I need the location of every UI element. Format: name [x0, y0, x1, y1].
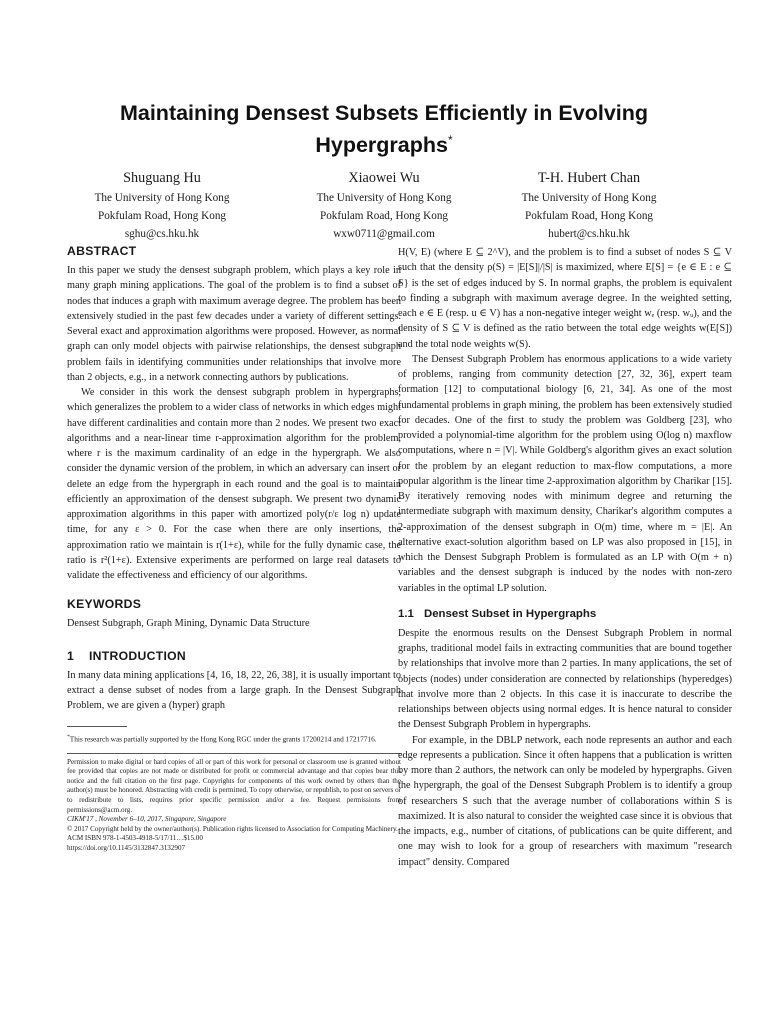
- doi-link[interactable]: https://doi.org/10.1145/3132847.3132907: [67, 844, 186, 853]
- section-title: INTRODUCTION: [89, 648, 187, 663]
- author-affiliation: The University of Hong Kong: [94, 192, 230, 204]
- introduction-paragraph-2: H(V, E) (where E ⊆ 2^V), and the problem is to find a subset of nodes S ⊆ V such that the density ρ(S) = |E[S]|/|S| is maximized, where E[S] = {e ∈ E : e ⊆ S} is the set of edges induced by S. In normal graphs, the problem is equivalent to finding a subgraph with maximum average degree. In the weighted setting, each e ∈ E (resp. u ∈ V) has a non-negative integer weight wₑ (resp. wᵤ), and the density of S ⊆ V is defined as the ratio between the total edge weights w(E[S]) and the total node weights w(S).: [398, 247, 732, 350]
- isbn-line: ACM ISBN 978-1-4503-4918-5/17/11…$15.00: [67, 834, 203, 843]
- subsection-number: 1.1: [398, 607, 414, 620]
- author-block-2: [289, 168, 479, 243]
- introduction-paragraph-3: The Densest Subgraph Problem has enormous applications to a wide variety of problems, ranging from community detection [27, 32, 36], expert team formation [12] to computational biology [6, 21, 34]. As one of the most fundamental problems in graph mining, the problem has been extensively studied for decades. One of the first to study the problem was Goldberg [23], who provided a polynomial-time algorithm for the problem using O(log n) maxflow computations, where n = |V|. While Goldberg's algorithm gives an exact solution for the problem by an elegant reduction to max-flow computations, a more popular algorithm is the linear time 2-approximation algorithm by Charikar [15]. By iteratively removing nodes with minimum degree and returning the intermediate subgraph with maximum density, Charikar's algorithm computes a 2-approximation of the densest subgraph in O(m) time, where m = |E|. An alternative exact-solution algorithm based on LP was also proposed in [15], in which the Densest Subgraph Problem is formulated as an LP with O(m + n) variables and the densest subgraph is induced by the nodes with non-zero variables in the optimal LP solution.: [398, 353, 732, 594]
- abstract-paragraph-2: We consider in this work the densest subgraph problem in hypergraphs, which generalizes the problem to a wider class of networks in which edges might have different cardinalities and contain more than 2 nodes. We present two exact algorithms and a near-linear time r-approximation algorithm for the problem, where r is the maximum cardinality of an edge in the hypergraph. We also consider the dynamic version of the problem, in which an adversary can insert or delete an edge from the hypergraph in each round and the goal is to maintain efficiently an approximation of the densest subgraph. We present two dynamic approximation algorithms in this paper with amortized poly(r/ε log n) update time, for any ε > 0. For the case when there are only insertions, the approximation ratio we maintain is r(1+ε), while for the fully dynamic case, the ratio is r²(1+ε). Extensive experiments are performed on large real datasets to validate the effectiveness and efficiency of our algorithms.: [67, 387, 401, 581]
- author-email: hubert@cs.hku.hk: [548, 228, 630, 240]
- abstract-paragraph-1: In this paper we study the densest subgraph problem, which plays a key role in many graph mining applications. The goal of the problem is to find a subset of nodes that induces a graph with maximum average degree. The problem has been extensively studied in the past few decades under a variety of different settings. Several exact and approximation algorithms were proposed. However, as normal graph can only model objects with pairwise relationships, the densest subgraph problem fails in identifying communities under relationships that involve more than 2 objects, e.g., in a network connecting authors by publications.: [67, 265, 401, 383]
- subsection-paragraph-2: For example, in the DBLP network, each node represents an author and each edge represents a publication. Since it often happens that a publication is written by more than 2 authors, the network can only be modeled by hypergraphs. Given the hypergraph, the goal of the Densest Subgraph Problem is to identify a group of researchers S such that the average number of collaborations within S is maximized. It is also natural to consider the weighted case since it is obvious that the impacts, e.g., number of citations, of publications can be quite different, and one may wish to look for a group of researchers with maximum "research impact" density. Compared: [398, 734, 732, 868]
- author-affiliation: The University of Hong Kong: [316, 192, 452, 204]
- author-name: Shuguang Hu: [123, 170, 201, 186]
- copyright-line: © 2017 Copyright held by the owner/author(s). Publication rights licensed to Association for Computing Machinery.: [67, 824, 398, 833]
- title-line-2: [0, 127, 768, 159]
- paper-title: [0, 100, 768, 159]
- footnote: [67, 732, 401, 744]
- permission-notice: Permission to make digital or hard copies of all or part of this work for personal or classroom use is granted without fee provided that copies are not made or distributed for profit or commercial advantage and that copies bear this notice and the full citation on the first page. Copyrights for components of this work owned by others than the author(s) must be honored. Abstracting with credit is permitted. To copy otherwise, or republish, to post on servers or to redistribute to lists, requires prior specific permission and/or a fee. Request permissions from permissions@acm.org.: [67, 757, 401, 814]
- author-block-3: [494, 168, 684, 243]
- abstract-heading: ABSTRACT: [67, 244, 137, 258]
- title-line-2-text: Hypergraphs: [315, 133, 448, 158]
- author-block-1: [67, 168, 257, 243]
- author-email: sghu@cs.hku.hk: [124, 228, 200, 240]
- left-column: [67, 243, 401, 854]
- subsection-title: Densest Subset in Hypergraphs: [424, 607, 597, 620]
- footnote-mark: *: [67, 734, 70, 741]
- author-name: T-H. Hubert Chan: [537, 170, 641, 186]
- permission-divider: [67, 753, 401, 754]
- title-line-1: Maintaining Densest Subsets Efficiently in Evolving: [119, 101, 649, 125]
- keywords-heading: KEYWORDS: [67, 597, 142, 612]
- title-footnote-mark: *: [447, 133, 453, 147]
- author-name: Xiaowei Wu: [348, 170, 420, 186]
- author-affiliation: The University of Hong Kong: [521, 192, 657, 204]
- subsection-heading: [398, 606, 732, 622]
- introduction-paragraph-1: In many data mining applications [4, 16, 18, 22, 26, 38], it is usually important to extract a dense subset of nodes from a large graph. In the Densest Subgraph Problem, we are given a (hyper) graph: [67, 669, 401, 711]
- footnote-divider: [67, 726, 127, 727]
- venue-text: CIKM'17 , November 6–10, 2017, Singapore, Singapore: [67, 815, 227, 824]
- author-address: Pokfulam Road, Hong Kong: [319, 210, 449, 222]
- keywords-text: Densest Subgraph, Graph Mining, Dynamic Data Structure: [67, 618, 310, 630]
- introduction-heading: [67, 648, 401, 664]
- footnote-text: This research was partially supported by the Hong Kong RGC under the grants 17200214 and 17217716.: [69, 734, 377, 744]
- author-address: Pokfulam Road, Hong Kong: [524, 210, 654, 222]
- author-email: wxw0711@gmail.com: [333, 228, 435, 240]
- author-address: Pokfulam Road, Hong Kong: [97, 210, 227, 222]
- section-number: 1: [67, 648, 75, 663]
- venue-line: [67, 815, 401, 825]
- subsection-paragraph-1: Despite the enormous results on the Densest Subgraph Problem in normal graphs, traditional model fails in extracting communities that are bound together by relationships that involve more than 2 parties. In many applications, the set of objects (nodes) under consideration are connected by relationships (hyperedges) that involve more than 2 objects. In this case it is inaccurate to describe the relationships between objects using normal edges. It is hence natural to consider the Densest Subgraph Problem in hypergraphs.: [398, 627, 732, 731]
- right-column: [398, 245, 732, 870]
